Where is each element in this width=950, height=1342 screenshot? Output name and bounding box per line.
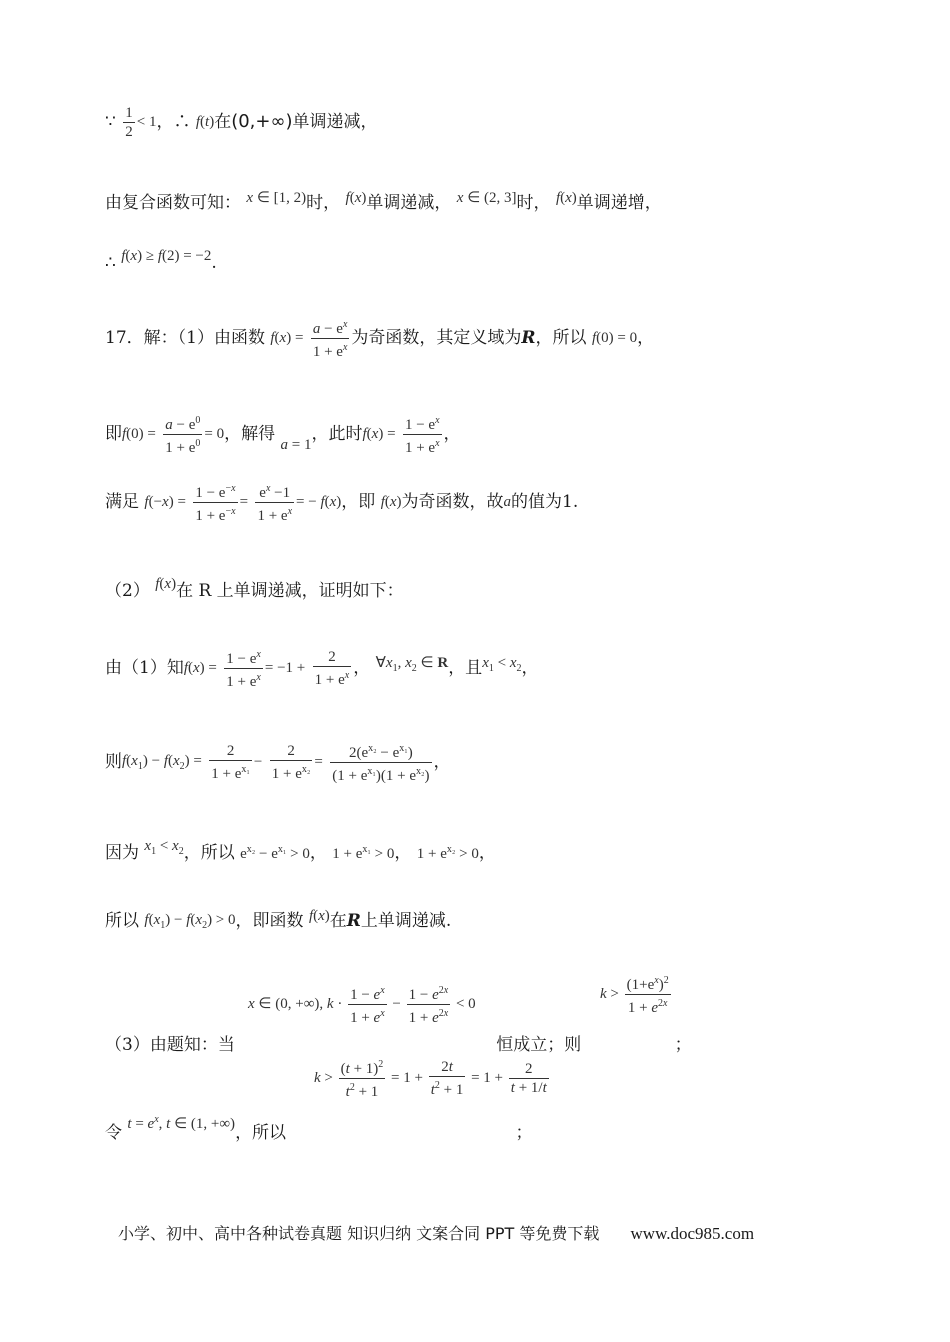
- text: 17．解：（1）由函数: [105, 328, 265, 348]
- text: ，: [433, 752, 451, 772]
- fraction: $\frac{e^x -1}{1 + e^x}$: [255, 480, 294, 525]
- text: ，即函数: [235, 911, 304, 931]
- text: ，: [478, 843, 496, 863]
- text: 上单调递减.: [360, 911, 452, 931]
- fraction: $\frac{1 - e^x}{1 + e^x}$: [403, 412, 442, 457]
- text: 单调递增，: [576, 193, 662, 213]
- text: 为奇函数，故: [401, 492, 504, 512]
- fraction: $\frac{2}{1 + e^x}$: [314, 649, 350, 688]
- fraction: $\frac{2(e^{x_2} - e^{x_1})}{(1 + e^{x_1})(1 + e^{x_2})}$: [330, 740, 431, 785]
- text: ，: [353, 658, 371, 678]
- text: R: [346, 911, 361, 931]
- text: ，: [521, 658, 539, 678]
- text: 所以: [105, 911, 139, 931]
- text: （2）: [105, 581, 150, 601]
- text: ；: [515, 1123, 533, 1143]
- footer: [118, 1221, 754, 1244]
- text: 为奇函数，其定义域为: [351, 328, 522, 348]
- text: 则: [105, 752, 122, 772]
- text: ，所以: [183, 843, 235, 863]
- fraction: $\frac{2t}{t^2 + 1}$: [430, 1059, 464, 1098]
- text: ，且: [448, 658, 483, 678]
- line-1: ∵ $\frac{1}{2}$ < 1，∴ f(t)在(0,+∞)单调递减，: [105, 105, 378, 140]
- text: ，: [309, 843, 327, 863]
- line-9: 则$f(x_1) - f(x_2)$ = $\frac{2}{1 + e^{x_1}}$ − $\frac{2}{1 + e^{x_2}}$ = $\frac{2(e^{x_2} - e^{x_1})}{(1 + e^{x_1})(1 + e^{x_2})}$ ，: [105, 740, 451, 785]
- line-2: 由复合函数可知： x ∈ [1, 2)时， f(x)单调递减， x ∈ (2, 3]时， f(x)单调递增，: [105, 190, 662, 213]
- text: ，即: [341, 492, 376, 512]
- fraction: $\frac{1 - e^{-x}}{1 + e^{-x}}$: [193, 480, 237, 525]
- text: a: [503, 494, 512, 510]
- text: ，解得: [224, 424, 276, 444]
- text: 时，: [306, 193, 341, 213]
- fraction: $\frac{(t + 1)^2}{t^2 + 1}$: [339, 1056, 386, 1101]
- text: 的值为1.: [511, 492, 579, 512]
- text: ，此时: [311, 424, 363, 444]
- formula-k-condition: x ∈ (0, +∞), k · $\frac{1 - e^x}{1 + e^x}$ − $\frac{1 - e^{2x}}{1 + e^{2x}}$ < 0: [248, 982, 476, 1027]
- fraction: $\frac{1 - e^{2x}}{1 + e^{2x}}$: [407, 982, 451, 1027]
- fraction: $\frac{a - e^x}{1 + e^x}$: [311, 316, 350, 361]
- footer-url-link[interactable]: www.doc985.com: [630, 1224, 755, 1243]
- line-10: 因为 $x_1 < x_2$，所以 $e^{x_2} - e^{x_1} > 0$， $1 + e^{x_1} > 0$， $1 + e^{x_2} > 0$，: [105, 838, 496, 863]
- text: 令: [105, 1123, 122, 1143]
- fraction-half: $\frac{1}{2}$: [125, 105, 133, 140]
- line-12: [105, 1030, 692, 1055]
- line-6: 满足 f(−x) = $\frac{1 - e^{-x}}{1 + e^{-x}}$ = $\frac{e^x -1}{1 + e^x}$ = − f(x)，即 f(x)为奇函数，故a的值为1.: [105, 480, 578, 525]
- footer-text: 小学、初中、高中各种试卷真题 知识归纳 文案合同 PPT 等免费下载: [118, 1224, 600, 1243]
- because-symbol: ∵: [105, 112, 116, 132]
- text: 在: [329, 911, 347, 931]
- fraction: $\frac{2}{t + 1/t}$: [510, 1061, 547, 1096]
- formula-k-t: k > $\frac{(t + 1)^2}{t^2 + 1}$ = 1 + $\frac{2t}{t^2 + 1}$ = 1 + $\frac{2}{t + 1/t}$: [314, 1056, 551, 1101]
- fraction: $\frac{2}{1 + e^{x_1}}$: [211, 743, 250, 782]
- text: ，: [443, 424, 461, 444]
- text: 由复合函数可知：: [105, 193, 241, 213]
- fraction: $\frac{1 - e^x}{1 + e^x}$: [224, 646, 263, 691]
- line-13: 令 $t = e^x$, t ∈ (1, +∞)，所以 ；: [105, 1114, 533, 1143]
- line-8: 由（1）知f(x) = $\frac{1 - e^x}{1 + e^x}$ = −1 + $\frac{2}{1 + e^x}$ ， $\forall x_1$, $x_2$ ∈ R，且$x_1 < x_2$，: [105, 646, 539, 691]
- text: 因为: [105, 843, 139, 863]
- text: （3）由题知：当: [105, 1035, 235, 1055]
- formula-k-bound: k > $\frac{(1+e^x)^2}{1 + e^{2x}}$: [600, 972, 673, 1017]
- text: 单调递减，: [366, 193, 452, 213]
- text: 时，: [516, 193, 551, 213]
- therefore-symbol: ∴: [105, 253, 116, 273]
- line-5: 即f(0) = $\frac{a - e^0}{1 + e^0}$ = 0，解得 a = 1，此时f(x) = $\frac{1 - e^x}{1 + e^x}$ ，: [105, 412, 461, 457]
- fraction: $\frac{a - e^0}{1 + e^0}$: [163, 412, 202, 457]
- fraction: $\frac{1 - e^x}{1 + e^x}$: [348, 982, 387, 1027]
- text: ，所以: [235, 1123, 287, 1143]
- text: R: [521, 328, 536, 348]
- text: ，所以: [535, 328, 587, 348]
- text: 恒成立；则: [496, 1035, 582, 1055]
- line-11: 所以 $f(x_1) - f(x_2) > 0$，即函数 f(x)在R上单调递减.: [105, 908, 452, 931]
- text: 在 R 上单调递减，证明如下：: [176, 581, 404, 601]
- text: ；: [674, 1035, 692, 1055]
- text: 由（1）知: [105, 658, 184, 678]
- line-problem-17: 17．解：（1）由函数 f(x) = $\frac{a - e^x}{1 + e^x}$ 为奇函数，其定义域为R，所以 f(0) = 0，: [105, 316, 654, 361]
- text: 满足: [105, 492, 139, 512]
- fraction: $\frac{(1+e^x)^2}{1 + e^{2x}}$: [625, 972, 671, 1017]
- fraction: $\frac{2}{1 + e^{x_2}}$: [271, 743, 311, 782]
- line-3: ∴ f(x) ≥ f(2) = −2.: [105, 248, 217, 273]
- line-7: （2） f(x)在 R 上单调递减，证明如下：: [105, 576, 404, 601]
- text: ，: [637, 328, 655, 348]
- text: ，: [394, 843, 412, 863]
- text: 即: [105, 424, 122, 444]
